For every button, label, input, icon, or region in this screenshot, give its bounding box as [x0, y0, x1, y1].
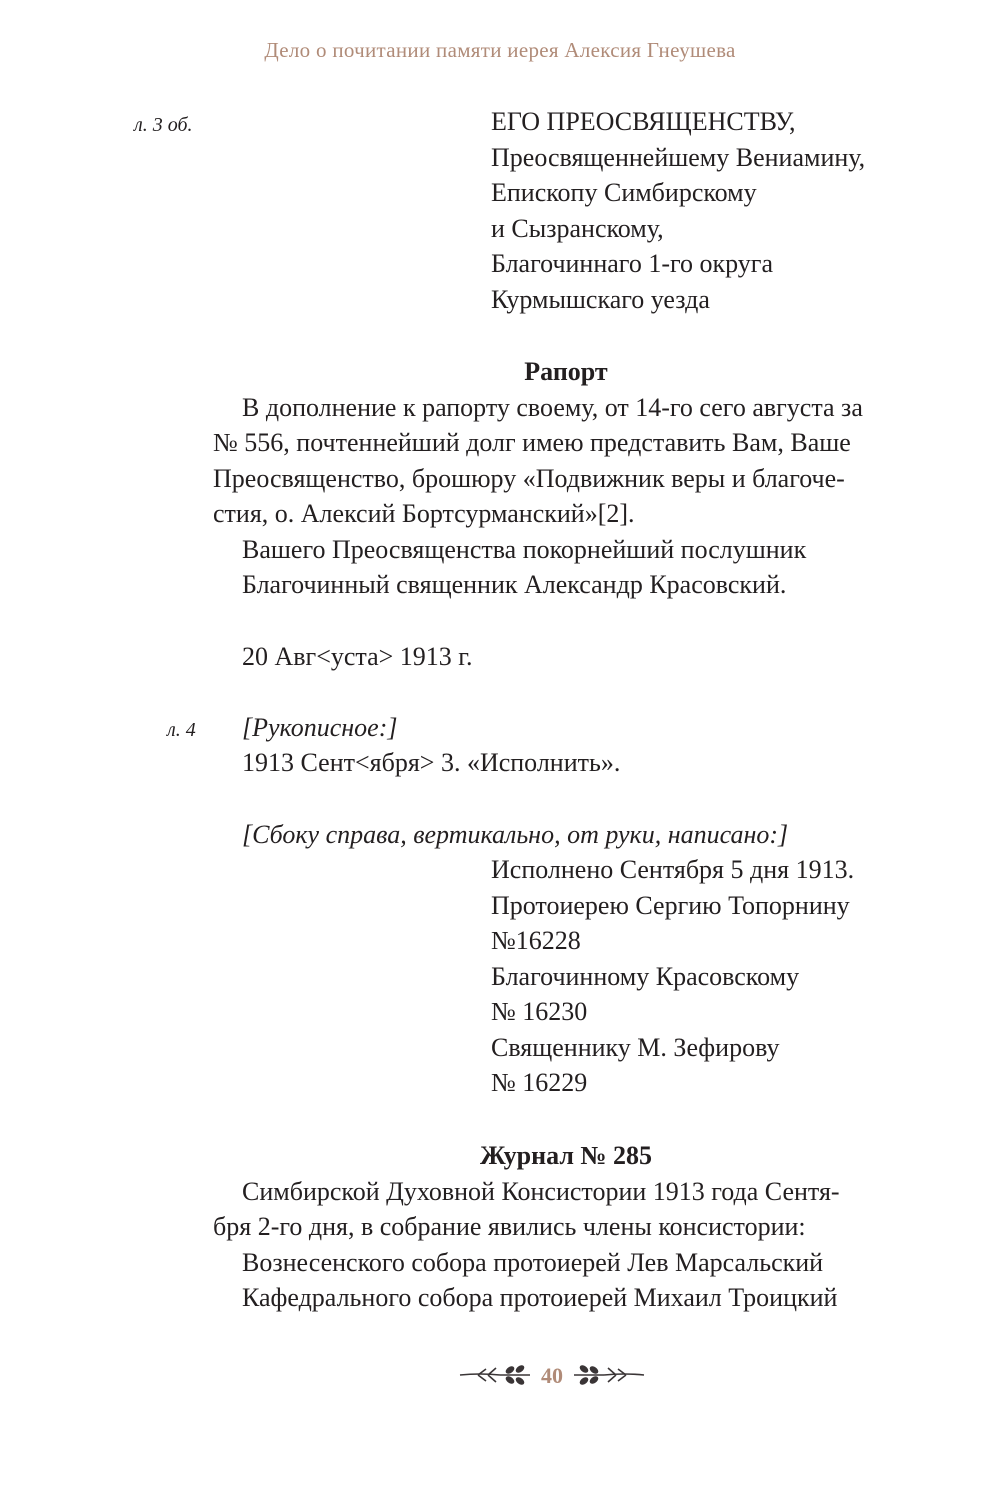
report-heading: Рапорт — [524, 357, 608, 386]
address-line: ЕГО ПРЕОСВЯЩЕНСТВУ, — [491, 107, 796, 136]
side-note-line: № 16229 — [491, 1068, 588, 1097]
resolution-text: 1913 Сент<ября> 3. «Исполнить». — [242, 748, 621, 777]
address-line: Епископу Симбирскому — [491, 178, 757, 207]
journal-line: Симбирской Духовной Консистории 1913 года Сентя- — [242, 1177, 840, 1206]
report-line: стия, о. Алексий Бортсурманский»[2]. — [213, 499, 635, 528]
journal-line: Вознесенского собора протоиерей Лев Марсальский — [242, 1248, 824, 1277]
side-note-line: Священнику М. Зефирову — [491, 1033, 780, 1062]
left-flourish-icon — [460, 1365, 530, 1385]
address-line: Благочиннаго 1-го округа — [491, 249, 773, 278]
report-signature-line: Благочинный священник Александр Красовский. — [242, 570, 787, 599]
report-line: В дополнение к рапорту своему, от 14-го сего августа за — [242, 393, 863, 422]
margin-note-sheet-3v: л. 3 об. — [134, 114, 193, 136]
report-line: Преосвященство, брошюру «Подвижник веры и благоче- — [213, 464, 845, 493]
journal-heading: Журнал № 285 — [479, 1141, 653, 1170]
running-head: Дело о почитании памяти иерея Алексия Гнеушева — [264, 38, 736, 62]
report-date: 20 Авг<уста> 1913 г. — [242, 642, 473, 671]
right-flourish-icon — [574, 1365, 644, 1385]
handwritten-label: [Рукописное:] — [242, 713, 398, 742]
address-line: Преосвященнейшему Вениамину, — [491, 143, 866, 172]
side-note-line: Исполнено Сентября 5 дня 1913. — [491, 855, 855, 884]
side-note-line: Благочинному Красовскому — [491, 962, 800, 991]
side-note-line: №16228 — [491, 926, 581, 955]
side-note-line: № 16230 — [491, 997, 588, 1026]
journal-line: Кафедрального собора протоиерей Михаил Троицкий — [242, 1283, 838, 1312]
page-number-ornament — [0, 1360, 1000, 1390]
address-line: Курмышскаго уезда — [491, 285, 710, 314]
journal-line: бря 2-го дня, в собрание явились члены консистории: — [213, 1212, 806, 1241]
side-note-label: [Сбоку справа, вертикально, от руки, написано:] — [242, 820, 789, 849]
address-line: и Сызранскому, — [491, 214, 664, 243]
page-number: 40 — [541, 1363, 563, 1388]
report-line: № 556, почтеннейший долг имею представить Вам, Ваше — [213, 428, 851, 457]
report-signature-line: Вашего Преосвященства покорнейший послушник — [242, 535, 807, 564]
side-note-line: Протоиерею Сергию Топорнину — [491, 891, 850, 920]
margin-note-sheet-4: л. 4 — [167, 719, 196, 741]
